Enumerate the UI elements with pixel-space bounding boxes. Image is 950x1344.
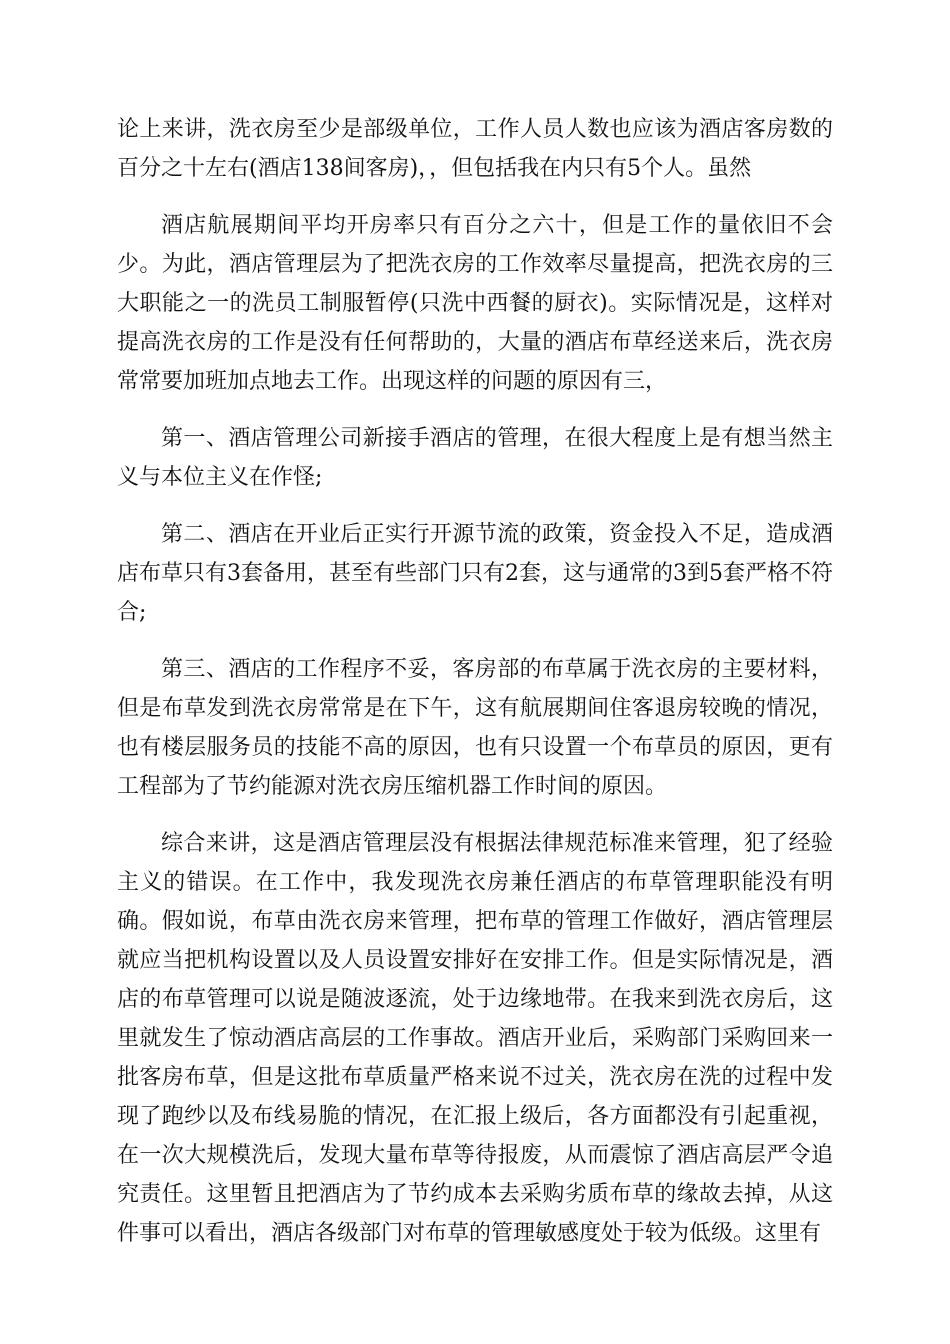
paragraph-continued: 论上来讲，洗衣房至少是部级单位，工作人员人数也应该为酒店客房数的百分之十左右(酒店138间客房)，，但包括我在内只有5个人。虽然 (117, 117, 833, 181)
paragraph-reason-one: 第一、酒店管理公司新接手酒店的管理，在很大程度上是有想当然主义与本位主义在作怪; (117, 426, 833, 490)
paragraph-summary: 综合来讲，这是酒店管理层没有根据法律规范标准来管理，犯了经验主义的错误。在工作中，我发现洗衣房兼任酒店的布草管理职能没有明确。假如说，布草由洗衣房来管理，把布草的管理工作做好，酒店管理层就应当把机构设置以及人员设置安排好在安排工作。但是实际情况是，酒店的布草管理可以说是随波逐流，处于边缘地带。在我来到洗衣房后，这里就发生了惊动酒店高层的工作事故。酒店开业后，采购部门采购回来一批客房布草，但是这批布草质量严格来说不过关，洗衣房在洗的过程中发现了跑纱以及布线易脆的情况，在汇报上级后，各方面都没有引起重视，在一次大规模洗后，发现大量布草等待报废，从而震惊了酒店高层严令追究责任。这里暂且把酒店为了节约成本去采购劣质布草的缘故去掉，从这件事可以看出，酒店各级部门对布草的管理敏感度处于较为低级。这里有 (117, 831, 833, 1246)
document-body (117, 110, 833, 1271)
paragraph-occupancy: 酒店航展期间平均开房率只有百分之六十，但是工作的量依旧不会少。为此，酒店管理层为了把洗衣房的工作效率尽量提高，把洗衣房的三大职能之一的洗员工制服暂停(只洗中西餐的厨衣)。实际情况是，这样对提高洗衣房的工作是没有任何帮助的，大量的酒店布草经送来后，洗衣房常常要加班加点地去工作。出现这样的问题的原因有三， (117, 213, 833, 394)
paragraph-reason-three: 第三、酒店的工作程序不妥，客房部的布草属于洗衣房的主要材料，但是布草发到洗衣房常常是在下午，这有航展期间住客退房较晚的情况，也有楼层服务员的技能不高的原因，也有只设置一个布草员的原因，更有工程部为了节约能源对洗衣房压缩机器工作时间的原因。 (117, 657, 833, 799)
paragraph-reason-two: 第二、酒店在开业后正实行开源节流的政策，资金投入不足，造成酒店布草只有3套备用，甚至有些部门只有2套，这与通常的3到5套严格不符合; (117, 522, 833, 625)
